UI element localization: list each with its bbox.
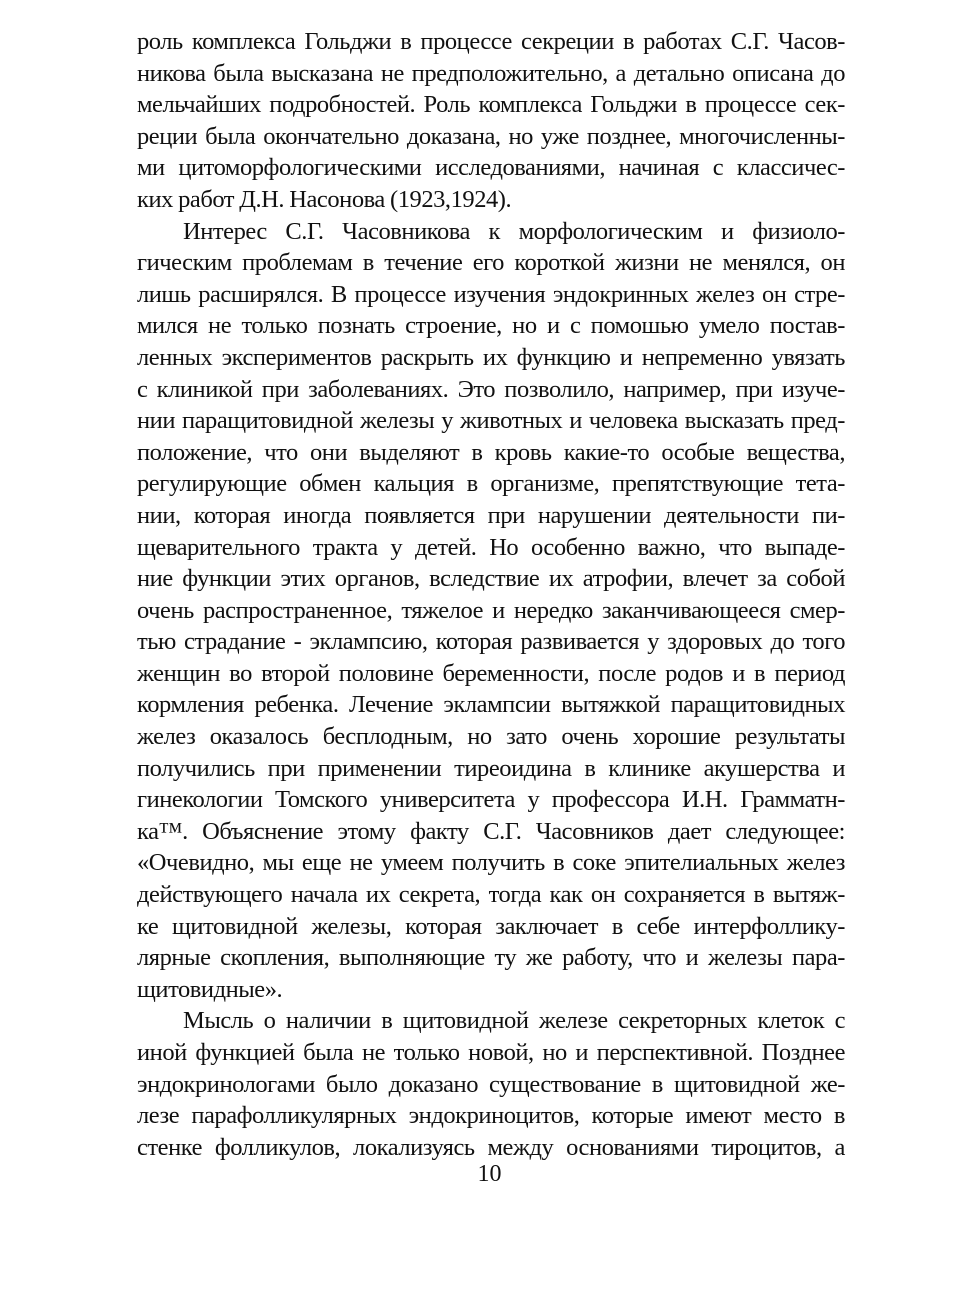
paragraph-2 [137, 216, 845, 1006]
text-line: лярные скопления, выполняющие ту же работу, что и железы пара- [137, 944, 845, 972]
text-line: мился не только познать строение, но и с помошью умело постав- [137, 312, 845, 340]
text-line: желез оказалось бесплодным, но зато очень хорошие результаты [137, 723, 845, 751]
text-line: нии, которая иногда появляется при нарушении деятельности пи- [137, 501, 845, 529]
text-line: получились при применении тиреоидина в клинике акушерства и [137, 754, 845, 782]
text-line: действующего начала их секрета, тогда как он сохраняется в вытяж- [137, 881, 845, 909]
text-line: нии паращитовидной железы у животных и человека высказать пред- [137, 407, 845, 435]
text-line: ми цитоморфологическими исследованиями, начиная с классичес- [137, 154, 845, 182]
text-line: стенке фолликулов, локализуясь между основаниями тироцитов, а [137, 1133, 845, 1161]
text-line: реции была окончательно доказана, но уже позднее, многочисленны- [137, 122, 845, 150]
text-line: кормления ребенка. Лечение эклампсии вытяжкой паращитовидных [137, 691, 845, 719]
text-line: лезе парафолликулярных эндокриноцитов, которые имеют место в [137, 1102, 845, 1130]
text-line: женщин во второй половине беременности, после родов и в период [137, 659, 845, 687]
text-line: щитовидные». [137, 975, 283, 1003]
text-line: тью страдание - эклампсию, которая развивается у здоровых до того [137, 628, 845, 656]
text-line: ние функции этих органов, вследствие их атрофии, влечет за собой [137, 565, 845, 593]
text-line: положение, что они выделяют в кровь какие-то особые вещества, [137, 438, 845, 466]
text-line: ких работ Д.Н. Насонова (1923,1924). [137, 185, 512, 213]
text-line: никова была высказана не предположительно, а детально описана до [137, 59, 845, 87]
text-line: Интерес С.Г. Часовникова к морфологическим и физиоло- [183, 217, 845, 245]
paragraph-1 [137, 26, 845, 216]
text-line: Мысль о наличии в щитовидной железе секреторных клеток с [183, 1007, 845, 1035]
text-line: лишь расширялся. В процессе изучения эндокринных желез он стре- [137, 280, 845, 308]
text-line: с клиникой при заболеваниях. Это позволило, например, при изуче- [137, 375, 845, 403]
text-line: ленных экспериментов раскрыть их функцию и непременно увязать [137, 343, 845, 371]
text-line: очень распространенное, тяжелое и нередко заканчивающееся смер- [137, 596, 845, 624]
text-line: эндокринологами было доказано существование в щитовидной же- [137, 1070, 845, 1098]
text-line: иной функцией была не только новой, но и перспективной. Позднее [137, 1039, 845, 1066]
text-line: ке щитовидной железы, которая заключает в себе интерфоллику- [137, 912, 845, 940]
body-text [137, 26, 845, 1163]
text-line: регулирующие обмен кальция в организме, препятствующие тета- [137, 470, 845, 498]
text-line: «Очевидно, мы еще не умеем получить в соке эпителиальных желез [137, 849, 845, 877]
paragraph-3 [137, 1005, 845, 1163]
text-line: ка™. Объяснение этому факту С.Г. Часовников дает следующее: [137, 817, 845, 845]
text-line: роль комплекса Гольджи в процессе секреции в работах С.Г. Часов- [137, 28, 845, 55]
text-line: гинекологии Томского университета у профессора И.Н. Грамматн- [137, 786, 845, 814]
text-line: щеварительного тракта у детей. Но особенно важно, что выпаде- [137, 533, 845, 561]
page-number: 10 [477, 1161, 502, 1187]
text-line: мельчайших подробностей. Роль комплекса Гольджи в процессе сек- [137, 91, 845, 119]
text-line: гическим проблемам в течение его короткой жизни не менялся, он [137, 249, 845, 277]
